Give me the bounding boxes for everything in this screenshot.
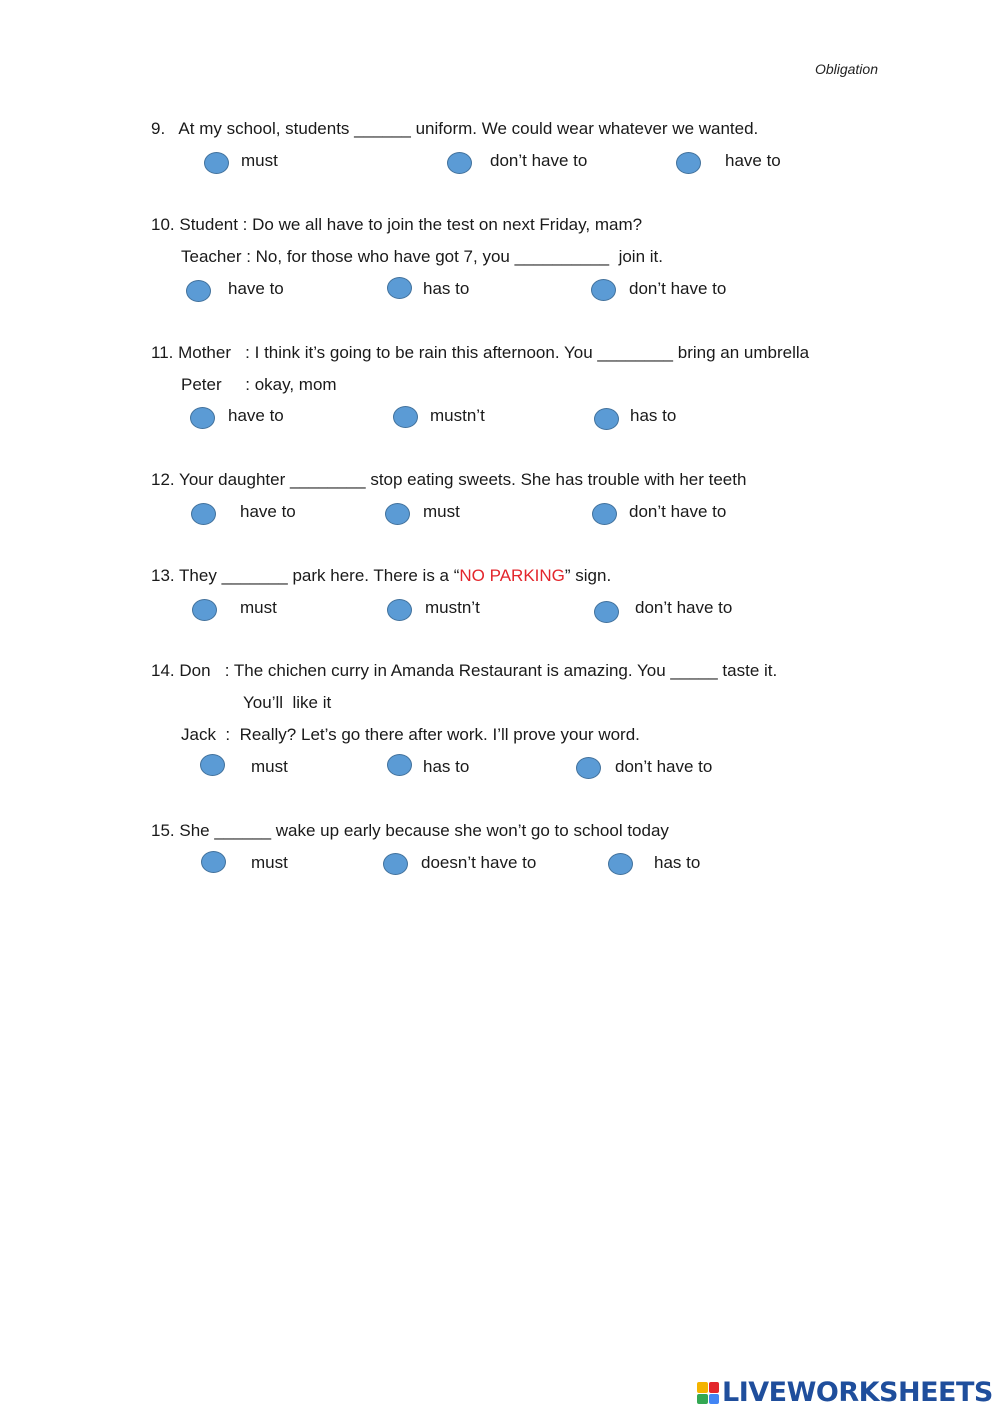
- q10-option-3-radio[interactable]: [591, 279, 616, 301]
- question-13-text: [151, 566, 611, 586]
- q14-option-2-radio[interactable]: [387, 754, 412, 776]
- q9-option-2-radio[interactable]: [447, 152, 472, 174]
- q9-option-3-label: have to: [725, 151, 781, 170]
- question-10-line-2: Teacher : No, for those who have got 7, you __________ join it.: [181, 247, 663, 266]
- q13-option-1-radio[interactable]: [192, 599, 217, 621]
- q11-option-3-radio[interactable]: [594, 408, 619, 430]
- q10-option-2-radio[interactable]: [387, 277, 412, 299]
- question-15-text: 15. She ______ wake up early because she won’t go to school today: [151, 821, 669, 840]
- question-14-line-1: 14. Don : The chichen curry in Amanda Restaurant is amazing. You _____ taste it.: [151, 661, 778, 680]
- question-11-line-1: 11. Mother : I think it’s going to be rain this afternoon. You ________ bring an umbrella: [151, 343, 810, 362]
- question-13-text-start: 13. They _______ park here. There is a “: [151, 566, 460, 585]
- q9-option-1-label: must: [241, 151, 278, 170]
- q12-option-3-radio[interactable]: [592, 503, 617, 525]
- q12-option-3-label: don’t have to: [629, 502, 727, 521]
- q14-option-3-radio[interactable]: [576, 757, 601, 779]
- question-13-text-end: ” sign.: [564, 566, 612, 585]
- q12-option-2-label: must: [423, 502, 460, 521]
- question-14-line-2: You’ll like it: [243, 693, 332, 712]
- q10-option-1-label: have to: [228, 279, 284, 298]
- q9-option-2-label: don’t have to: [490, 151, 588, 170]
- q11-option-1-radio[interactable]: [190, 407, 215, 429]
- question-11-line-2: Peter : okay, mom: [181, 375, 337, 394]
- q11-option-1-label: have to: [228, 406, 284, 425]
- question-14-line-3: Jack : Really? Let’s go there after work. I’ll prove your word.: [181, 725, 640, 744]
- q12-option-1-radio[interactable]: [191, 503, 216, 525]
- q13-option-2-label: mustn’t: [425, 598, 480, 617]
- q12-option-1-label: have to: [240, 502, 296, 521]
- q15-option-2-label: doesn’t have to: [421, 853, 537, 872]
- q13-option-2-radio[interactable]: [387, 599, 412, 621]
- q15-option-3-radio[interactable]: [608, 853, 633, 875]
- q10-option-3-label: don’t have to: [629, 279, 727, 298]
- q15-option-3-label: has to: [654, 853, 701, 872]
- q15-option-1-radio[interactable]: [201, 851, 226, 873]
- q15-option-2-radio[interactable]: [383, 853, 408, 875]
- q11-option-3-label: has to: [630, 406, 677, 425]
- q11-option-2-label: mustn’t: [430, 406, 485, 425]
- q12-option-2-radio[interactable]: [385, 503, 410, 525]
- q9-option-1-radio[interactable]: [204, 152, 229, 174]
- liveworksheets-logo-icon: [697, 1382, 719, 1404]
- q14-option-2-label: has to: [423, 757, 470, 776]
- q11-option-2-radio[interactable]: [393, 406, 418, 428]
- no-parking-highlight: NO PARKING: [459, 566, 565, 585]
- q10-option-2-label: has to: [423, 279, 470, 298]
- q13-option-3-radio[interactable]: [594, 601, 619, 623]
- q14-option-1-radio[interactable]: [200, 754, 225, 776]
- liveworksheets-logo: [697, 1378, 993, 1408]
- question-12-text: 12. Your daughter ________ stop eating sweets. She has trouble with her teeth: [151, 470, 747, 489]
- q15-option-1-label: must: [251, 853, 288, 872]
- q14-option-3-label: don’t have to: [615, 757, 713, 776]
- q13-option-3-label: don’t have to: [635, 598, 733, 617]
- q13-option-1-label: must: [240, 598, 277, 617]
- worksheet-title: Obligation: [814, 61, 878, 77]
- q10-option-1-radio[interactable]: [186, 280, 211, 302]
- question-10-line-1: 10. Student : Do we all have to join the test on next Friday, mam?: [151, 215, 643, 234]
- q9-option-3-radio[interactable]: [676, 152, 701, 174]
- q14-option-1-label: must: [251, 757, 288, 776]
- liveworksheets-wordmark: LIVEWORKSHEETS: [722, 1377, 993, 1408]
- question-9-text: 9. At my school, students ______ uniform. We could wear whatever we wanted.: [151, 119, 759, 138]
